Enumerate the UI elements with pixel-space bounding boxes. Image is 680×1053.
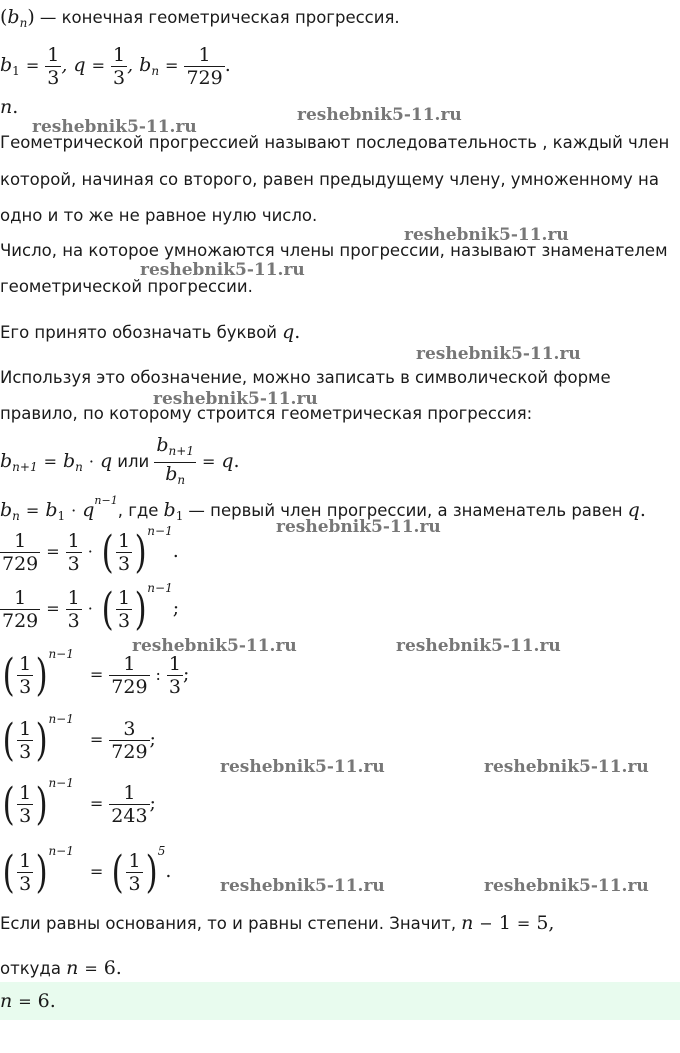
watermark: reshebnik5-11.ru bbox=[404, 225, 569, 245]
given-line bbox=[0, 6, 400, 34]
whence-word: откуда bbox=[0, 959, 61, 978]
watermark: reshebnik5-11.ru bbox=[153, 389, 318, 409]
watermark: reshebnik5-11.ru bbox=[132, 636, 297, 656]
equation-step-2: $\frac{1}{729}$ = $\frac{1}{3}$ · ( $\frac{1}{3}$ )$^{n-1}$; bbox=[2, 581, 180, 635]
first-term-text: — первый член прогрессии, а знаменатель равен bbox=[188, 501, 623, 520]
watermark: reshebnik5-11.ru bbox=[220, 876, 385, 896]
find-n: n. bbox=[0, 96, 19, 118]
recurrence-formula: $b_{n+1} = b_n \cdot q$ или $\frac{b_{n+1}}{b_n}$ = q. bbox=[0, 434, 240, 487]
para-line-4: Число, на которое умножаются члены прогрессии, называют знаменателем bbox=[0, 241, 668, 260]
conclusion-text: Если равны основания, то и равны степени. Значит, bbox=[0, 914, 457, 933]
answer-formula: n = 6. bbox=[0, 990, 56, 1012]
para-line-1: Геометрической прогрессией называют последовательность , каждый член bbox=[0, 133, 670, 152]
watermark: reshebnik5-11.ru bbox=[32, 117, 197, 137]
para-line-7: Используя это обозначение, можно записать в символической форме bbox=[0, 368, 611, 387]
given-values-formula: $b_1$ = $\frac{1}{3}$ , q = $\frac{1}{3}$ , $b_n$ = $\frac{1}{729}$ . bbox=[0, 44, 231, 89]
watermark: reshebnik5-11.ru bbox=[297, 105, 462, 125]
equation-step-1: $\frac{1}{729}$ = $\frac{1}{3}$ · ( $\frac{1}{3}$ )$^{n-1}$. bbox=[2, 524, 179, 578]
watermark: reshebnik5-11.ru bbox=[484, 876, 649, 896]
para-line-5: геометрической прогрессии. bbox=[0, 277, 253, 296]
or-word: или bbox=[117, 452, 150, 471]
watermark: reshebnik5-11.ru bbox=[140, 260, 305, 280]
conclusion-line-1: Если равны основания, то и равны степени. Значит, n − 1 = 5, bbox=[0, 912, 555, 934]
equation-step-3: ( $\frac{1}{3}$ )$^{n-1}$= $\frac{1}{729}$ : $\frac{1}{3}$ ; bbox=[2, 647, 190, 701]
para-line-8: правило, по которому строится геометрическая прогрессия: bbox=[0, 404, 533, 423]
para-line-6: Его принято обозначать буквой q. bbox=[0, 321, 301, 343]
para-line-3: одно и то же не равное нулю число. bbox=[0, 206, 318, 225]
equation-step-6: ( $\frac{1}{3}$ )$^{n-1}$= ( $\frac{1}{3}$ )$^5$. bbox=[2, 844, 172, 898]
answer-box bbox=[0, 982, 680, 1020]
given-text: — конечная геометрическая прогрессия. bbox=[39, 8, 400, 27]
general-term-formula: $b_n = b_1 \cdot q^{n-1}$, где $b_1$ — первый член прогрессии, а знаменатель равен q. bbox=[0, 494, 646, 523]
watermark: reshebnik5-11.ru bbox=[416, 344, 581, 364]
watermark: reshebnik5-11.ru bbox=[220, 757, 385, 777]
equation-step-4: ( $\frac{1}{3}$ )$^{n-1}$= $\frac{3}{729}$ ; bbox=[2, 712, 156, 766]
where-word: , где bbox=[117, 501, 159, 520]
denote-text: Его принято обозначать буквой bbox=[0, 323, 278, 342]
formula-bn: $(b_n)$ bbox=[0, 6, 35, 30]
conclusion-line-2: откуда n = 6. bbox=[0, 957, 122, 979]
watermark: reshebnik5-11.ru bbox=[276, 517, 441, 537]
para-line-2: которой, начиная со второго, равен предыдущему члену, умноженному на bbox=[0, 170, 659, 189]
watermark: reshebnik5-11.ru bbox=[396, 636, 561, 656]
equation-step-5: ( $\frac{1}{3}$ )$^{n-1}$= $\frac{1}{243}$ ; bbox=[2, 776, 156, 830]
watermark: reshebnik5-11.ru bbox=[484, 757, 649, 777]
